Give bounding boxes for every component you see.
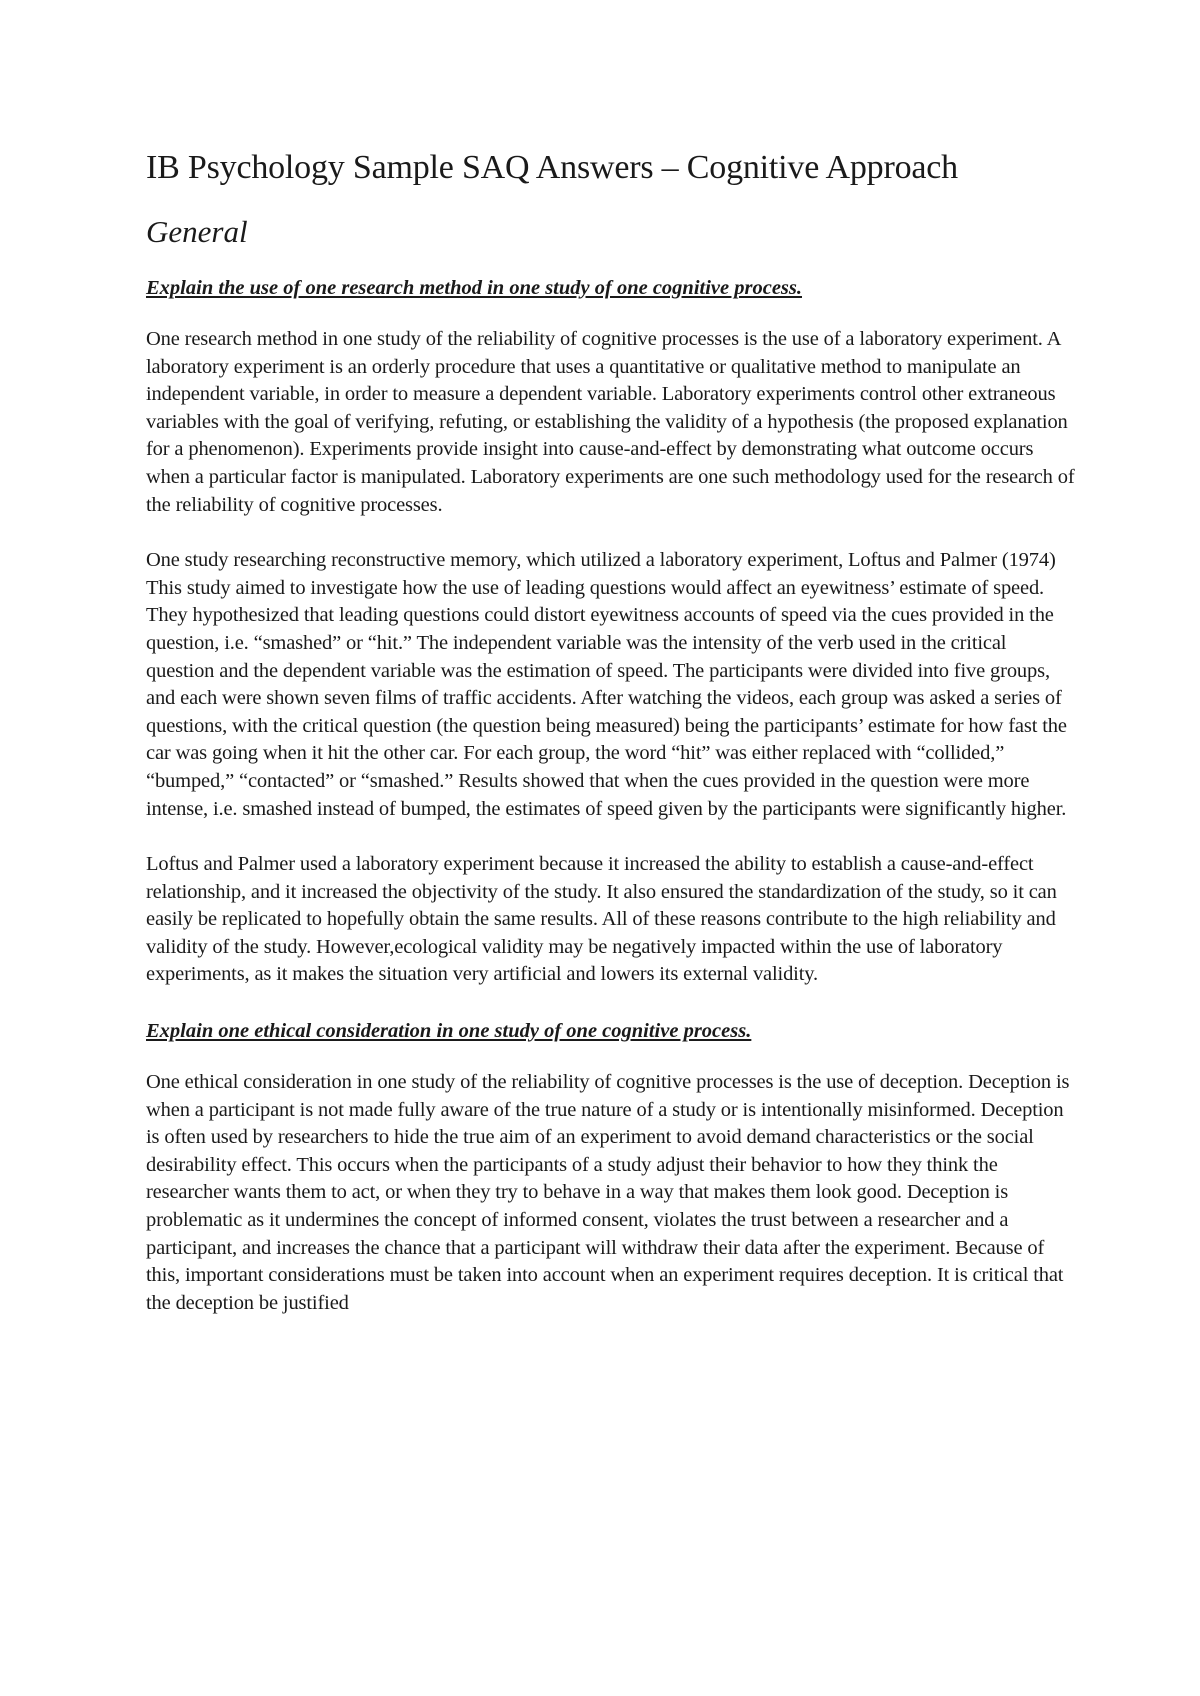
paragraph-research-method-intro: One research method in one study of the reliability of cognitive processes is the use of a laboratory experiment. A laboratory experiment is an orderly procedure that uses a quantitative or qualitative method to manipulate an independent variable, in order to measure a dependent variable. Laboratory experiments control other extraneous variables with the goal of verifying, refuting, or establishing the validity of a hypothesis (the proposed explanation for a phenomenon). Experiments provide insight into cause-and-effect by demonstrating what outcome occurs when a particular factor is manipulated. Laboratory experiments are one such methodology used for the research of the reliability of cognitive processes.	[146, 328, 1075, 516]
question-ethical-consideration: Explain one ethical consideration in one study of one cognitive process.	[146, 1020, 752, 1043]
question-research-method: Explain the use of one research method in one study of one cognitive process.	[146, 277, 802, 299]
document-content	[146, 146, 1076, 1345]
document-title: IB Psychology Sample SAQ Answers – Cognitive Approach	[146, 149, 958, 186]
paragraph-lab-experiment-evaluation: Loftus and Palmer used a laboratory experiment because it increased the ability to establish a cause-and-effect relationship, and it increased the objectivity of the study. It also ensured the standardization of the study, so it can easily be replicated to hopefully obtain the same results. All of these reasons contribute to the high reliability and validity of the study. However,ecological validity may be negatively impacted within the use of laboratory experiments, as it makes the situation very artificial and lowers its external validity.	[146, 853, 1057, 986]
section-heading-general: General	[146, 214, 248, 249]
paragraph-deception: One ethical consideration in one study of the reliability of cognitive processes is the use of deception. Deception is when a participant is not made fully aware of the true nature of a study or is intentionally misinformed. Deception is often used by researchers to hide the true aim of an experiment to avoid demand characteristics or the social desirability effect. This occurs when the participants of a study adjust their behavior to how they think the researcher wants them to act, or when they try to behave in a way that makes them look good. Deception is problematic as it undermines the concept of informed consent, violates the trust between a researcher and a participant, and increases the chance that a participant will withdraw their data after the experiment. Because of this, important considerations must be taken into account when an experiment requires deception. It is critical that the deception be justified	[146, 1071, 1070, 1314]
paragraph-loftus-palmer-study: One study researching reconstructive memory, which utilized a laboratory experiment, Loftus and Palmer (1974) This study aimed to investigate how the use of leading questions would affect an eyewitness’ estimate of speed. They hypothesized that leading questions could distort eyewitness accounts of speed via the cues provided in the question, i.e. “smashed” or “hit.” The independent variable was the intensity of the verb used in the critical question and the dependent variable was the estimation of speed. The participants were divided into five groups, and each were shown seven films of traffic accidents. After watching the videos, each group was asked a series of questions, with the critical question (the question being measured) being the participants’ estimate for how fast the car was going when it hit the other car. For each group, the word “hit” was either replaced with “collided,” “bumped,” “contacted” or “smashed.” Results showed that when the cues provided in the question were more intense, i.e. smashed instead of bumped, the estimates of speed given by the participants were significantly higher.	[146, 549, 1067, 820]
